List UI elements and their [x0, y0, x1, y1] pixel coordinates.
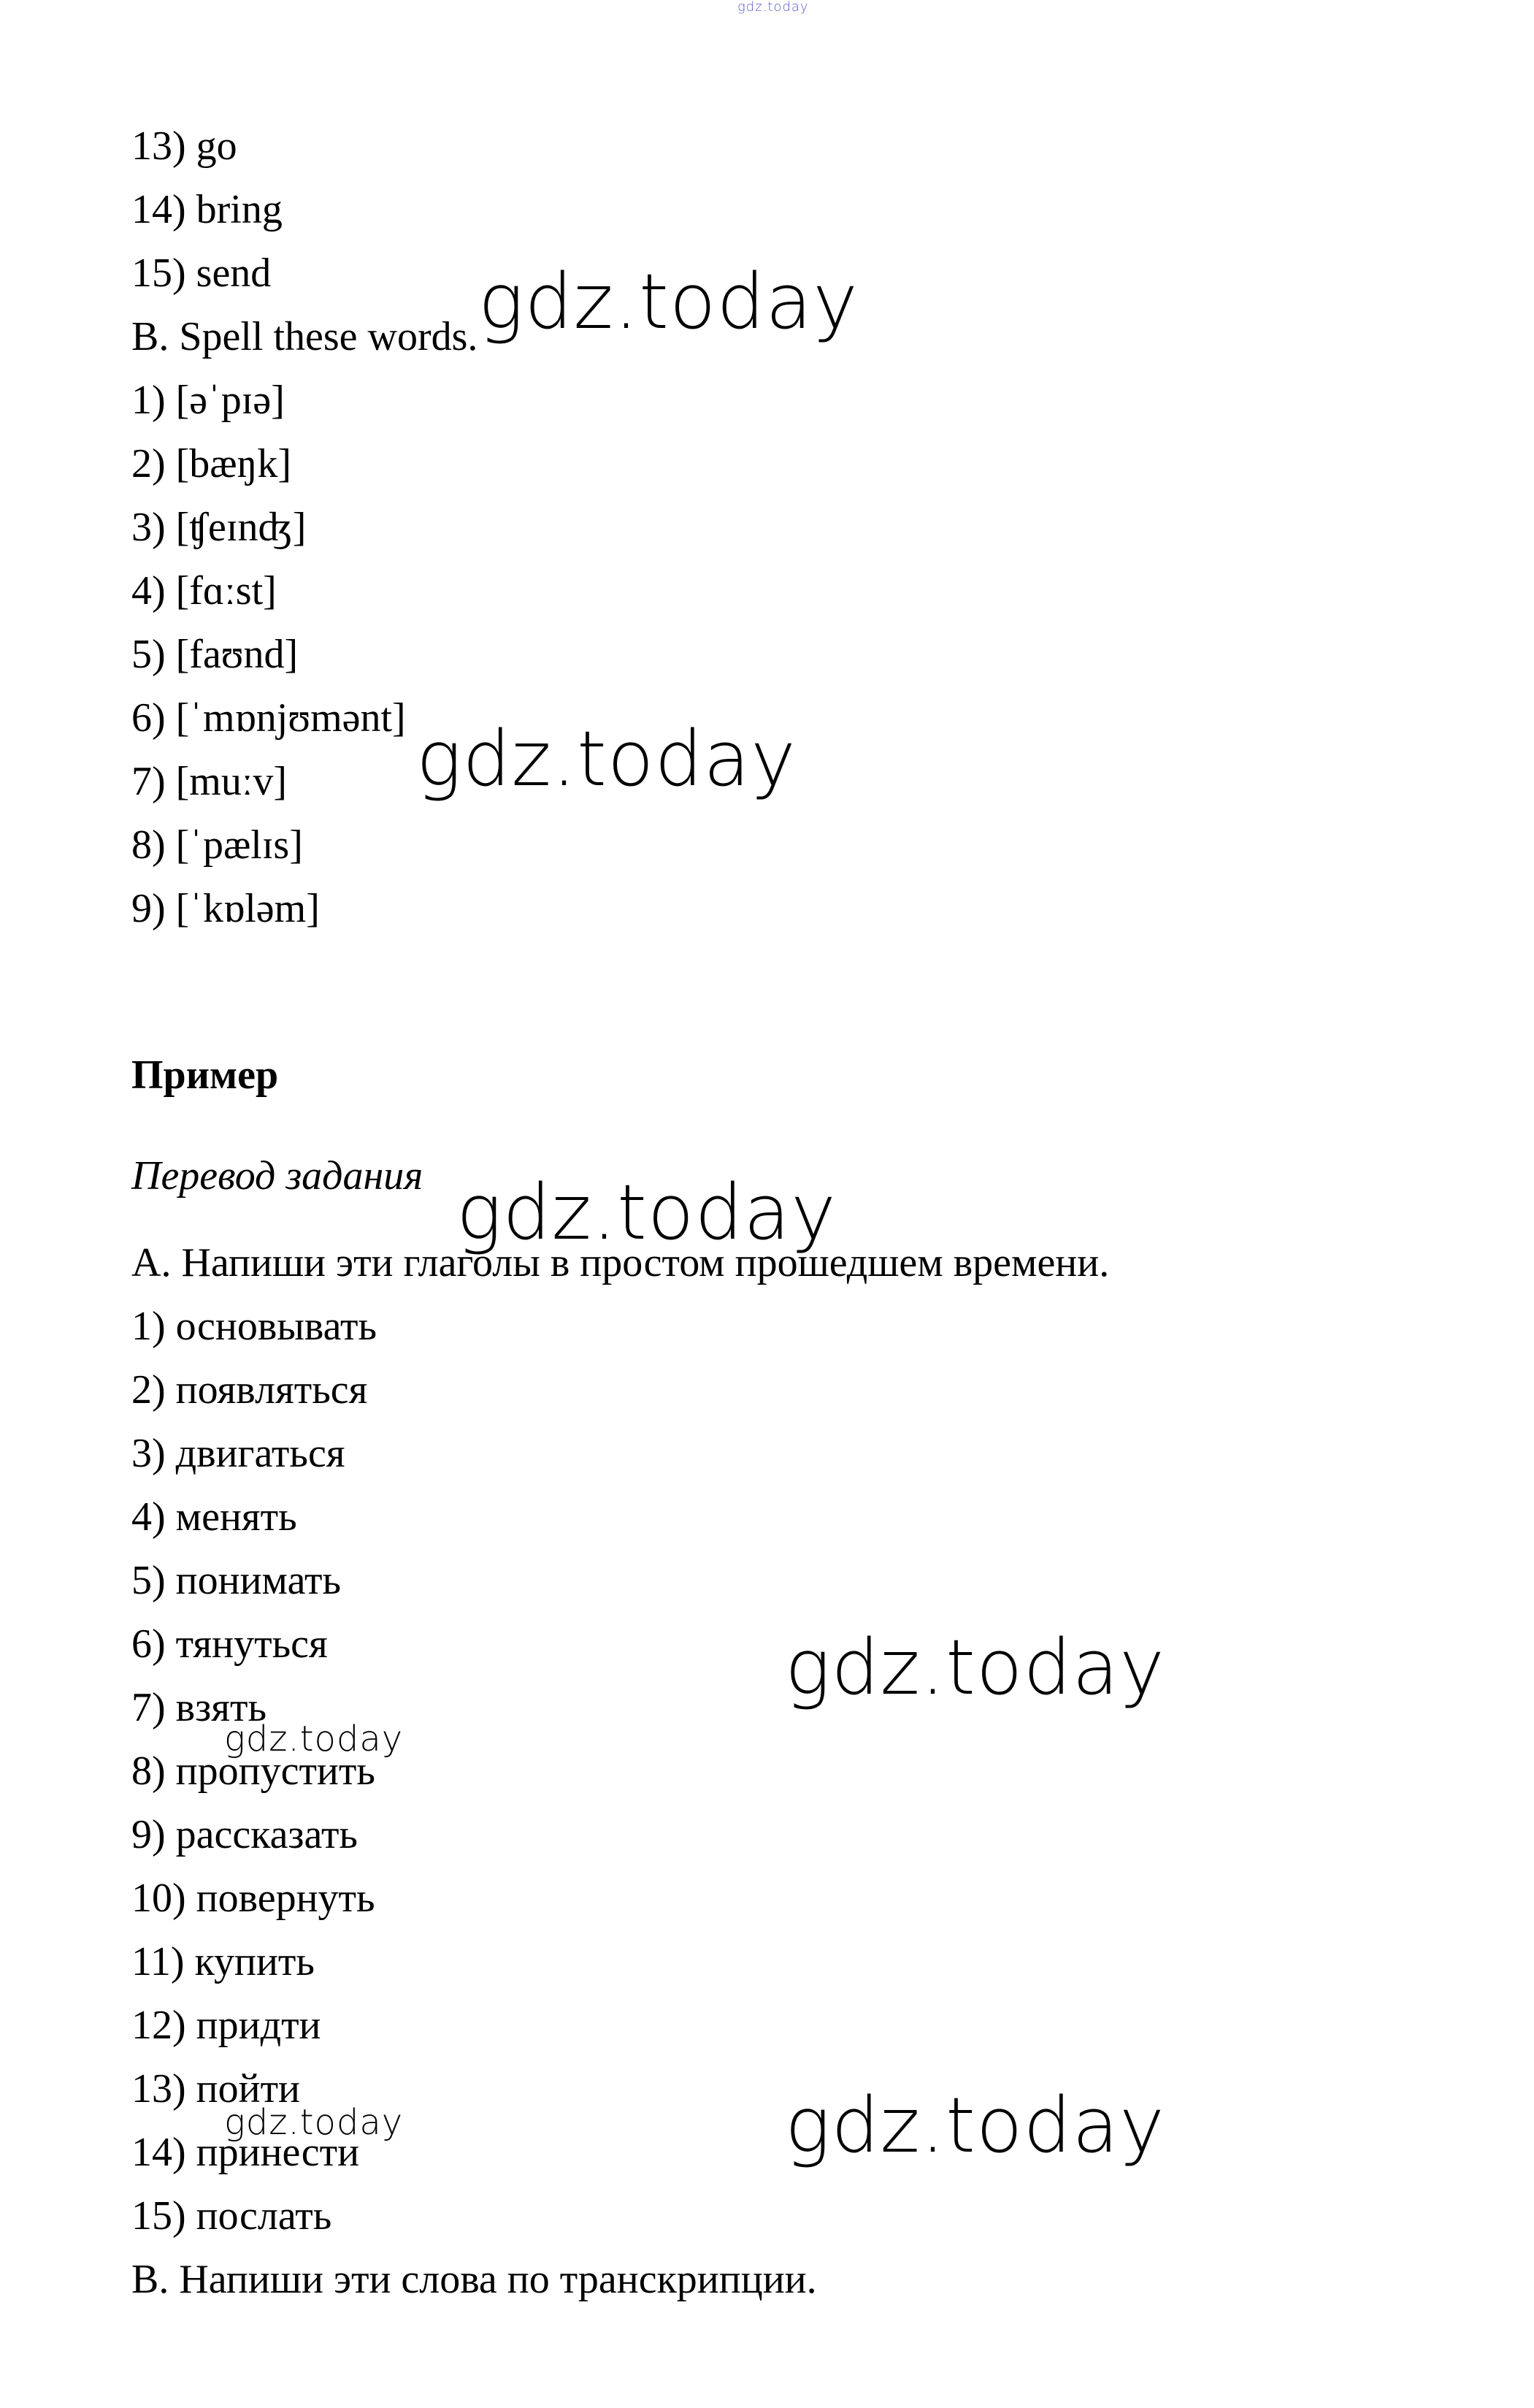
section-b-title: B. Spell these words. — [131, 314, 478, 359]
verb-translation-item: 6) тянуться — [131, 1621, 328, 1667]
translation-label: Перевод задания — [131, 1153, 423, 1199]
verb-translation-item: 5) понимать — [131, 1558, 342, 1603]
verb-item: 13) go — [131, 123, 237, 169]
verb-translation-item: 13) пойти — [131, 2066, 301, 2111]
transcription-item: 6) [ˈmɒnjʊmənt] — [131, 695, 406, 741]
watermark: gdz.today — [224, 2102, 404, 2143]
verb-translation-item: 3) двигаться — [131, 1431, 345, 1476]
watermark: gdz.today — [785, 2081, 1165, 2170]
section-a-title: A. Напиши эти глаголы в простом прошедшем времени. — [131, 1240, 1110, 1285]
section-b-ru-title: B. Напиши эти слова по транскрипции. — [131, 2257, 817, 2302]
verb-translation-item: 1) основывать — [131, 1304, 377, 1349]
watermark: gdz.today — [456, 1168, 837, 1257]
transcription-item: 9) [ˈkɒləm] — [131, 886, 320, 931]
verb-translation-item: 2) появляться — [131, 1367, 368, 1413]
transcription-item: 2) [bæŋk] — [131, 441, 291, 486]
transcription-item: 3) [ʧeɪnʤ] — [131, 505, 307, 550]
verb-translation-item: 11) купить — [131, 1939, 315, 1984]
transcription-item: 1) [əˈpɪə] — [131, 378, 285, 423]
transcription-item: 5) [faʊnd] — [131, 632, 299, 677]
verb-translation-item: 8) пропустить — [131, 1748, 375, 1794]
verb-translation-item: 10) повернуть — [131, 1876, 375, 1921]
verb-translation-item: 15) послать — [131, 2193, 332, 2239]
watermark: gdz.today — [785, 1623, 1165, 1712]
example-heading: Пример — [131, 1052, 279, 1098]
transcription-item: 8) [ˈpælɪs] — [131, 822, 303, 868]
verb-translation-item: 14) принести — [131, 2130, 360, 2175]
watermark: gdz.today — [224, 1719, 404, 1759]
top-watermark: gdz.today — [737, 0, 809, 15]
verb-translation-item: 4) менять — [131, 1494, 297, 1540]
watermark: gdz.today — [478, 257, 859, 346]
verb-translation-item: 7) взять — [131, 1685, 266, 1730]
verb-translation-item: 12) придти — [131, 2003, 321, 2048]
verb-item: 15) send — [131, 251, 272, 296]
verb-item: 14) bring — [131, 187, 283, 232]
transcription-item: 4) [fɑːst] — [131, 568, 277, 614]
verb-translation-item: 9) рассказать — [131, 1812, 358, 1857]
watermark: gdz.today — [416, 714, 797, 803]
transcription-item: 7) [muːv] — [131, 759, 288, 804]
